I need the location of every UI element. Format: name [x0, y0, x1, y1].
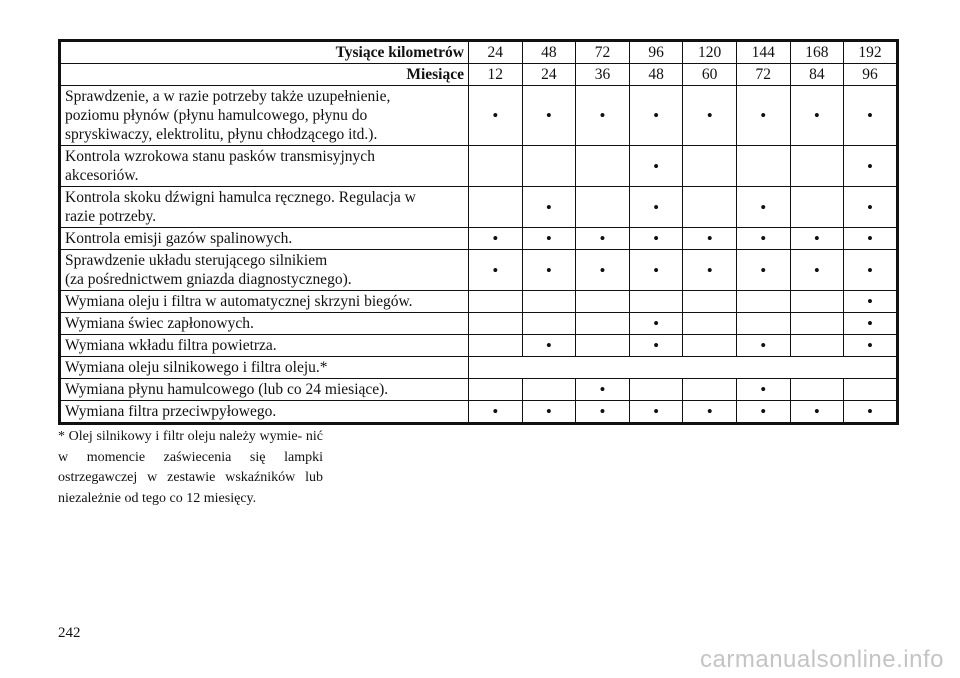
km-value: 96 [629, 41, 683, 64]
km-value: 192 [844, 41, 898, 64]
empty-interval-cell [576, 291, 630, 313]
bullet-mark: • [653, 260, 660, 280]
bullet-mark: • [492, 106, 499, 125]
km-value: 48 [522, 41, 576, 64]
service-mark-cell [629, 86, 683, 146]
maintenance-schedule-table [58, 39, 899, 425]
empty-interval-cell [469, 146, 523, 187]
km-value: 168 [790, 41, 844, 64]
service-item-description [60, 313, 469, 335]
empty-interval-cell [736, 313, 790, 335]
bullet-mark: • [866, 336, 873, 355]
bullet-mark: • [492, 229, 499, 248]
service-mark-cell [790, 401, 844, 424]
empty-interval-cell [683, 146, 737, 187]
service-mark-cell [736, 379, 790, 401]
month-value: 60 [683, 64, 737, 86]
service-mark-cell [736, 228, 790, 250]
service-item-line: Wymiana płynu hamulcowego (lub co 24 miesiące). [65, 381, 389, 398]
bullet-mark: • [706, 260, 713, 280]
service-mark-cell [522, 250, 576, 291]
bullet-mark: • [813, 229, 820, 248]
empty-interval-cell [683, 379, 737, 401]
month-value: 12 [469, 64, 523, 86]
bullet-mark: • [492, 402, 499, 421]
service-mark-cell [790, 228, 844, 250]
service-item-line: Kontrola skoku dźwigni hamulca ręcznego. Regulacja w [65, 189, 416, 206]
service-item-description [60, 335, 469, 357]
bullet-mark: • [545, 402, 552, 421]
service-item-description [60, 357, 469, 379]
bullet-mark: • [760, 197, 767, 217]
bullet-mark: • [599, 106, 606, 125]
service-mark-cell [844, 250, 898, 291]
service-mark-cell [736, 86, 790, 146]
bullet-mark: • [545, 197, 552, 217]
empty-interval-cell [683, 291, 737, 313]
month-value: 24 [522, 64, 576, 86]
service-mark-cell [629, 250, 683, 291]
bullet-mark: • [760, 229, 767, 248]
empty-interval-cell [576, 313, 630, 335]
service-mark-cell [576, 228, 630, 250]
merged-interval-cell [469, 357, 898, 379]
empty-interval-cell [790, 379, 844, 401]
service-mark-cell [844, 335, 898, 357]
empty-interval-cell [576, 146, 630, 187]
empty-interval-cell [790, 187, 844, 228]
bullet-mark: • [653, 106, 660, 125]
service-item-description [60, 187, 469, 228]
km-value: 24 [469, 41, 523, 64]
bullet-mark: • [599, 229, 606, 248]
service-mark-cell [844, 228, 898, 250]
km-value: 72 [576, 41, 630, 64]
bullet-mark: • [813, 106, 820, 125]
service-item-line: Sprawdzenie, a w razie potrzeby także uzupełnienie, [65, 88, 391, 105]
service-mark-cell [522, 228, 576, 250]
service-item-description [60, 86, 469, 146]
service-item-line: Wymiana oleju silnikowego i filtra oleju.* [65, 359, 328, 376]
service-mark-cell [844, 291, 898, 313]
bullet-mark: • [653, 314, 660, 333]
empty-interval-cell [522, 146, 576, 187]
service-item-description [60, 146, 469, 187]
service-mark-cell [469, 250, 523, 291]
bullet-mark: • [760, 336, 767, 355]
service-mark-cell [736, 401, 790, 424]
service-mark-cell [629, 401, 683, 424]
service-mark-cell [522, 401, 576, 424]
month-value: 84 [790, 64, 844, 86]
service-item-line: Wymiana wkładu filtra powietrza. [65, 337, 277, 354]
bullet-mark: • [599, 402, 606, 421]
empty-interval-cell [844, 379, 898, 401]
bullet-mark: • [545, 229, 552, 248]
service-item-line: Sprawdzenie układu sterującego silnikiem [65, 252, 328, 269]
table-row [60, 357, 898, 379]
bullet-mark: • [866, 402, 873, 421]
header-row-months [60, 64, 898, 86]
empty-interval-cell [629, 291, 683, 313]
service-item-line: (za pośrednictwem gniazda diagnostycznego). [65, 271, 352, 288]
service-item-description [60, 291, 469, 313]
empty-interval-cell [790, 313, 844, 335]
bullet-mark: • [653, 336, 660, 355]
schedule-table-body [60, 41, 898, 424]
bullet-mark: • [653, 402, 660, 421]
bullet-mark: • [813, 260, 820, 280]
bullet-mark: • [653, 197, 660, 217]
header-km-label: Tysiące kilometrów [60, 41, 469, 64]
empty-interval-cell [522, 291, 576, 313]
empty-interval-cell [469, 379, 523, 401]
service-mark-cell [629, 313, 683, 335]
service-mark-cell [844, 401, 898, 424]
watermark-text: carmanualsonline.info [700, 646, 944, 673]
service-mark-cell [469, 401, 523, 424]
bullet-mark: • [706, 402, 713, 421]
table-row [60, 379, 898, 401]
empty-interval-cell [576, 187, 630, 228]
table-row [60, 86, 898, 146]
service-item-line: Wymiana świec zapłonowych. [65, 315, 254, 332]
empty-interval-cell [736, 291, 790, 313]
table-row [60, 187, 898, 228]
service-mark-cell [576, 86, 630, 146]
footnote: * Olej silnikowy i filtr oleju należy wymie- nić w momencie zaświecenia się lampki ostrzegawczej w zestawie wskaźników lub niezależnie od tego co 12 miesięcy. [58, 429, 323, 506]
empty-interval-cell [736, 146, 790, 187]
empty-interval-cell [629, 379, 683, 401]
service-mark-cell [683, 401, 737, 424]
service-mark-cell [736, 335, 790, 357]
empty-interval-cell [683, 335, 737, 357]
bullet-mark: • [653, 156, 660, 176]
service-mark-cell [576, 250, 630, 291]
service-item-description [60, 379, 469, 401]
bullet-mark: • [653, 229, 660, 248]
empty-interval-cell [522, 379, 576, 401]
service-mark-cell [790, 86, 844, 146]
bullet-mark: • [866, 260, 873, 280]
bullet-mark: • [706, 229, 713, 248]
service-mark-cell [629, 335, 683, 357]
service-mark-cell [522, 335, 576, 357]
service-item-line: Wymiana oleju i filtra w automatycznej skrzyni biegów. [65, 293, 413, 310]
bullet-mark: • [866, 106, 873, 125]
empty-interval-cell [683, 313, 737, 335]
table-row [60, 313, 898, 335]
bullet-mark: • [866, 229, 873, 248]
service-item-description [60, 250, 469, 291]
month-value: 48 [629, 64, 683, 86]
month-value: 96 [844, 64, 898, 86]
bullet-mark: • [760, 106, 767, 125]
service-mark-cell [629, 187, 683, 228]
bullet-mark: • [760, 260, 767, 280]
service-mark-cell [576, 379, 630, 401]
km-value: 120 [683, 41, 737, 64]
service-mark-cell [844, 86, 898, 146]
empty-interval-cell [469, 313, 523, 335]
empty-interval-cell [469, 335, 523, 357]
table-row [60, 250, 898, 291]
bullet-mark: • [706, 106, 713, 125]
service-item-line: poziomu płynów (płynu hamulcowego, płynu do [65, 107, 368, 124]
empty-interval-cell [469, 187, 523, 228]
bullet-mark: • [545, 106, 552, 125]
service-mark-cell [844, 187, 898, 228]
service-mark-cell [844, 146, 898, 187]
month-value: 72 [736, 64, 790, 86]
month-value: 36 [576, 64, 630, 86]
service-mark-cell [844, 313, 898, 335]
service-mark-cell [683, 86, 737, 146]
service-mark-cell [469, 86, 523, 146]
bullet-mark: • [599, 380, 606, 399]
empty-interval-cell [790, 291, 844, 313]
table-row [60, 401, 898, 424]
bullet-mark: • [545, 336, 552, 355]
service-item-line: Wymiana filtra przeciwpyłowego. [65, 403, 277, 420]
table-row [60, 335, 898, 357]
header-month-label: Miesiące [60, 64, 469, 86]
service-item-line: Kontrola emisji gazów spalinowych. [65, 230, 293, 247]
km-value: 144 [736, 41, 790, 64]
service-item-description [60, 228, 469, 250]
service-mark-cell [469, 228, 523, 250]
service-mark-cell [736, 250, 790, 291]
bullet-mark: • [866, 292, 873, 311]
table-row [60, 228, 898, 250]
service-item-line: Kontrola wzrokowa stanu pasków transmisyjnych [65, 148, 375, 165]
service-mark-cell [629, 228, 683, 250]
bullet-mark: • [866, 156, 873, 176]
service-mark-cell [683, 228, 737, 250]
bullet-mark: • [866, 314, 873, 333]
service-mark-cell [576, 401, 630, 424]
table-row [60, 291, 898, 313]
empty-interval-cell [683, 187, 737, 228]
service-mark-cell [683, 250, 737, 291]
service-mark-cell [522, 187, 576, 228]
bullet-mark: • [813, 402, 820, 421]
service-item-description [60, 401, 469, 424]
service-mark-cell [629, 146, 683, 187]
table-row [60, 146, 898, 187]
empty-interval-cell [576, 335, 630, 357]
empty-interval-cell [522, 313, 576, 335]
service-item-line: akcesoriów. [65, 167, 139, 184]
service-mark-cell [522, 86, 576, 146]
empty-interval-cell [469, 291, 523, 313]
service-item-line: spryskiwaczy, elektrolitu, płynu chłodzącego itd.). [65, 126, 378, 143]
bullet-mark: • [760, 380, 767, 399]
bullet-mark: • [545, 260, 552, 280]
empty-interval-cell [790, 335, 844, 357]
bullet-mark: • [866, 197, 873, 217]
bullet-mark: • [599, 260, 606, 280]
service-item-line: razie potrzeby. [65, 208, 157, 225]
page-number: 242 [58, 625, 81, 641]
service-mark-cell [790, 250, 844, 291]
bullet-mark: • [760, 402, 767, 421]
empty-interval-cell [790, 146, 844, 187]
service-mark-cell [736, 187, 790, 228]
bullet-mark: • [492, 260, 499, 280]
header-row-km [60, 41, 898, 64]
